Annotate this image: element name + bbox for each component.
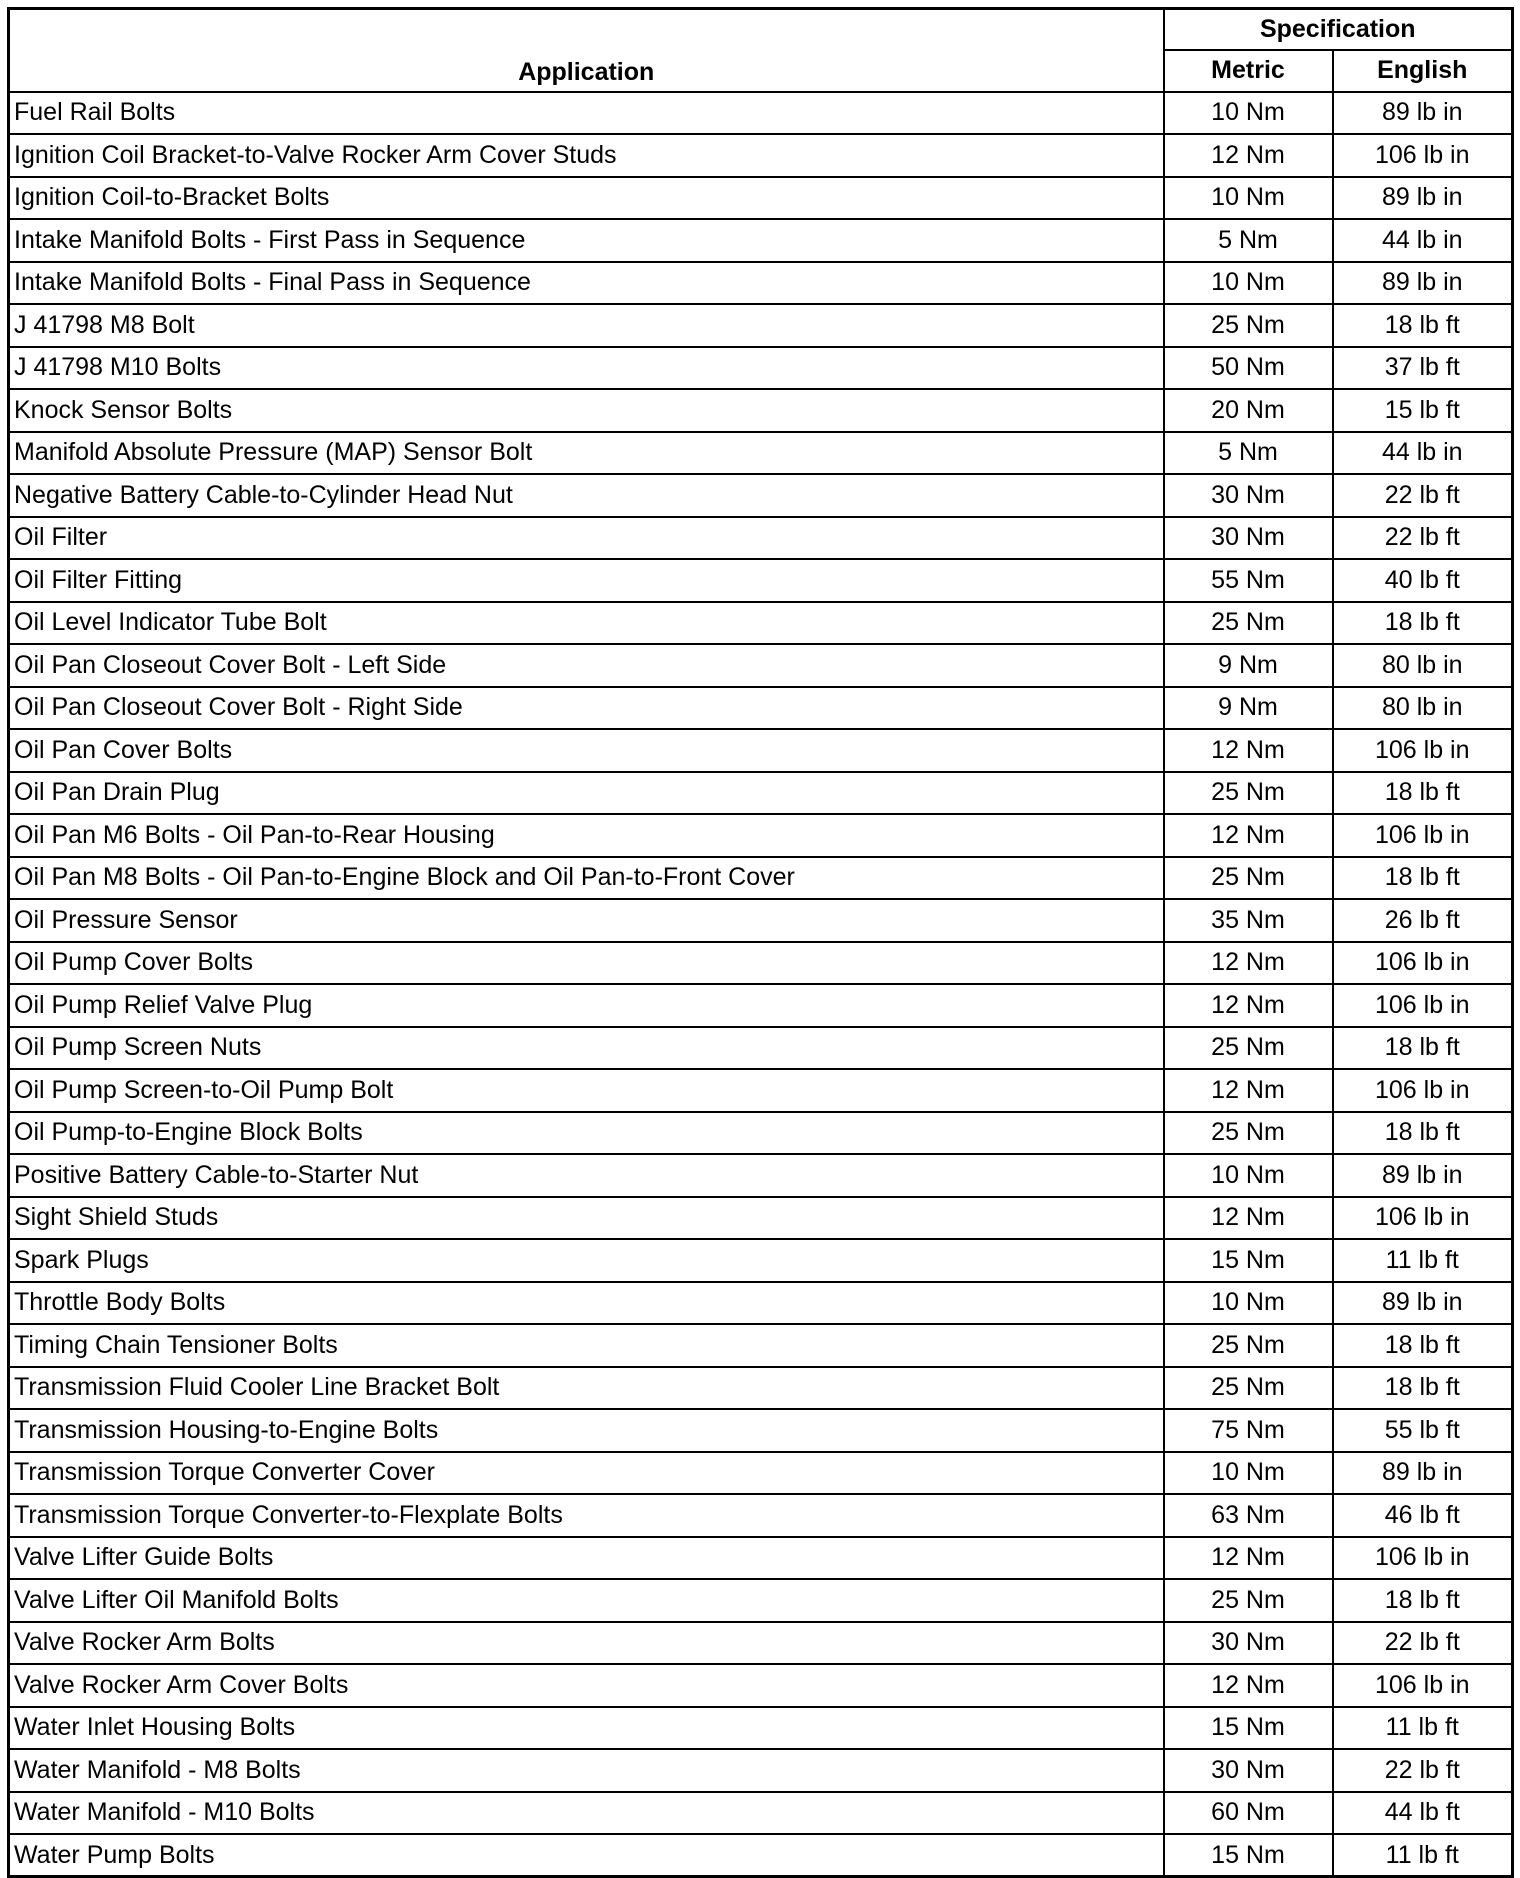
column-header-english: English [1333,50,1513,92]
metric-cell: 55 Nm [1164,559,1333,602]
metric-cell: 10 Nm [1164,1154,1333,1197]
table-row [9,1367,1513,1410]
application-cell: Oil Pan Drain Plug [9,772,1164,815]
application-cell: Oil Pan Closeout Cover Bolt - Right Side [9,687,1164,730]
table-row [9,602,1513,645]
table-row [9,1027,1513,1070]
table-row [9,1069,1513,1112]
metric-cell: 12 Nm [1164,942,1333,985]
metric-cell: 12 Nm [1164,1197,1333,1240]
metric-cell: 25 Nm [1164,1112,1333,1155]
application-cell: Valve Rocker Arm Bolts [9,1622,1164,1665]
english-cell: 37 lb ft [1333,347,1513,390]
metric-cell: 15 Nm [1164,1834,1333,1877]
metric-cell: 20 Nm [1164,389,1333,432]
table-row [9,219,1513,262]
table-row [9,942,1513,985]
application-cell: Ignition Coil Bracket-to-Valve Rocker Arm Cover Studs [9,134,1164,177]
english-cell: 89 lb in [1333,92,1513,135]
english-cell: 22 lb ft [1333,1622,1513,1665]
metric-cell: 25 Nm [1164,772,1333,815]
english-cell: 18 lb ft [1333,1112,1513,1155]
english-cell: 44 lb ft [1333,1792,1513,1835]
application-cell: Oil Pump Screen Nuts [9,1027,1164,1070]
english-cell: 89 lb in [1333,1282,1513,1325]
english-cell: 18 lb ft [1333,1027,1513,1070]
metric-cell: 10 Nm [1164,262,1333,305]
application-cell: Water Pump Bolts [9,1834,1164,1877]
application-cell: Intake Manifold Bolts - First Pass in Sequence [9,219,1164,262]
application-cell: Oil Pan Closeout Cover Bolt - Left Side [9,644,1164,687]
table-row [9,1707,1513,1750]
table-row [9,899,1513,942]
application-cell: Oil Pump Relief Valve Plug [9,984,1164,1027]
table-row [9,814,1513,857]
column-header-metric: Metric [1164,50,1333,92]
application-cell: Fuel Rail Bolts [9,92,1164,135]
metric-cell: 12 Nm [1164,729,1333,772]
table-row [9,389,1513,432]
metric-cell: 75 Nm [1164,1409,1333,1452]
table-row [9,1579,1513,1622]
table-row [9,1197,1513,1240]
application-cell: Oil Pump Screen-to-Oil Pump Bolt [9,1069,1164,1112]
application-cell: Manifold Absolute Pressure (MAP) Sensor Bolt [9,432,1164,475]
metric-cell: 9 Nm [1164,644,1333,687]
application-cell: Knock Sensor Bolts [9,389,1164,432]
table-row [9,347,1513,390]
english-cell: 44 lb in [1333,219,1513,262]
application-cell: Spark Plugs [9,1239,1164,1282]
table-row [9,1154,1513,1197]
table-row [9,1792,1513,1835]
table-row [9,1664,1513,1707]
english-cell: 106 lb in [1333,134,1513,177]
english-cell: 106 lb in [1333,942,1513,985]
table-row [9,772,1513,815]
application-cell: Intake Manifold Bolts - Final Pass in Sequence [9,262,1164,305]
english-cell: 46 lb ft [1333,1494,1513,1537]
english-cell: 44 lb in [1333,432,1513,475]
table-row [9,262,1513,305]
table-row [9,1494,1513,1537]
metric-cell: 25 Nm [1164,1027,1333,1070]
header-row-top [9,9,1513,50]
application-cell: Oil Pan M6 Bolts - Oil Pan-to-Rear Housing [9,814,1164,857]
english-cell: 18 lb ft [1333,1367,1513,1410]
english-cell: 22 lb ft [1333,517,1513,560]
table-row [9,687,1513,730]
application-cell: Oil Filter Fitting [9,559,1164,602]
english-cell: 89 lb in [1333,1154,1513,1197]
metric-cell: 12 Nm [1164,984,1333,1027]
english-cell: 18 lb ft [1333,1324,1513,1367]
english-cell: 18 lb ft [1333,602,1513,645]
metric-cell: 30 Nm [1164,1622,1333,1665]
english-cell: 18 lb ft [1333,1579,1513,1622]
metric-cell: 63 Nm [1164,1494,1333,1537]
english-cell: 26 lb ft [1333,899,1513,942]
table-body [9,92,1513,1877]
metric-cell: 12 Nm [1164,814,1333,857]
english-cell: 106 lb in [1333,1069,1513,1112]
metric-cell: 10 Nm [1164,177,1333,220]
metric-cell: 25 Nm [1164,1367,1333,1410]
table-row [9,1112,1513,1155]
english-cell: 106 lb in [1333,984,1513,1027]
table-row [9,857,1513,900]
application-cell: Transmission Fluid Cooler Line Bracket Bolt [9,1367,1164,1410]
metric-cell: 25 Nm [1164,602,1333,645]
english-cell: 106 lb in [1333,814,1513,857]
application-cell: J 41798 M8 Bolt [9,304,1164,347]
table-row [9,984,1513,1027]
application-cell: Oil Pump-to-Engine Block Bolts [9,1112,1164,1155]
metric-cell: 12 Nm [1164,1664,1333,1707]
table-header [9,9,1513,92]
table-row [9,304,1513,347]
metric-cell: 10 Nm [1164,1452,1333,1495]
english-cell: 89 lb in [1333,177,1513,220]
english-cell: 80 lb in [1333,644,1513,687]
application-cell: Transmission Housing-to-Engine Bolts [9,1409,1164,1452]
table-row [9,1749,1513,1792]
english-cell: 11 lb ft [1333,1834,1513,1877]
metric-cell: 25 Nm [1164,1579,1333,1622]
metric-cell: 30 Nm [1164,517,1333,560]
application-cell: Water Inlet Housing Bolts [9,1707,1164,1750]
english-cell: 106 lb in [1333,1537,1513,1580]
application-cell: Transmission Torque Converter Cover [9,1452,1164,1495]
metric-cell: 25 Nm [1164,857,1333,900]
application-cell: Ignition Coil-to-Bracket Bolts [9,177,1164,220]
column-header-specification: Specification [1164,9,1513,50]
application-cell: Oil Pump Cover Bolts [9,942,1164,985]
table-row [9,1452,1513,1495]
application-cell: Valve Rocker Arm Cover Bolts [9,1664,1164,1707]
application-cell: Valve Lifter Oil Manifold Bolts [9,1579,1164,1622]
metric-cell: 50 Nm [1164,347,1333,390]
metric-cell: 60 Nm [1164,1792,1333,1835]
table-row [9,1282,1513,1325]
english-cell: 18 lb ft [1333,772,1513,815]
english-cell: 22 lb ft [1333,1749,1513,1792]
metric-cell: 12 Nm [1164,1537,1333,1580]
english-cell: 40 lb ft [1333,559,1513,602]
table-row [9,134,1513,177]
application-cell: Throttle Body Bolts [9,1282,1164,1325]
application-cell: Positive Battery Cable-to-Starter Nut [9,1154,1164,1197]
metric-cell: 15 Nm [1164,1707,1333,1750]
table-row [9,517,1513,560]
english-cell: 89 lb in [1333,1452,1513,1495]
metric-cell: 12 Nm [1164,134,1333,177]
table-row [9,1537,1513,1580]
english-cell: 15 lb ft [1333,389,1513,432]
english-cell: 11 lb ft [1333,1239,1513,1282]
application-cell: Negative Battery Cable-to-Cylinder Head Nut [9,474,1164,517]
metric-cell: 25 Nm [1164,1324,1333,1367]
english-cell: 22 lb ft [1333,474,1513,517]
metric-cell: 30 Nm [1164,1749,1333,1792]
table-row [9,1622,1513,1665]
application-cell: Oil Level Indicator Tube Bolt [9,602,1164,645]
table-row [9,729,1513,772]
table-row [9,1834,1513,1877]
application-cell: J 41798 M10 Bolts [9,347,1164,390]
application-cell: Water Manifold - M8 Bolts [9,1749,1164,1792]
application-cell: Water Manifold - M10 Bolts [9,1792,1164,1835]
english-cell: 18 lb ft [1333,857,1513,900]
application-cell: Valve Lifter Guide Bolts [9,1537,1164,1580]
english-cell: 11 lb ft [1333,1707,1513,1750]
table-row [9,1239,1513,1282]
metric-cell: 9 Nm [1164,687,1333,730]
application-cell: Oil Pressure Sensor [9,899,1164,942]
table-row [9,1324,1513,1367]
english-cell: 106 lb in [1333,729,1513,772]
application-cell: Transmission Torque Converter-to-Flexplate Bolts [9,1494,1164,1537]
metric-cell: 15 Nm [1164,1239,1333,1282]
english-cell: 18 lb ft [1333,304,1513,347]
torque-spec-table [7,7,1514,1878]
application-cell: Oil Pan M8 Bolts - Oil Pan-to-Engine Block and Oil Pan-to-Front Cover [9,857,1164,900]
column-header-application: Application [9,9,1164,92]
metric-cell: 5 Nm [1164,219,1333,262]
table-row [9,92,1513,135]
table-row [9,559,1513,602]
english-cell: 80 lb in [1333,687,1513,730]
english-cell: 106 lb in [1333,1197,1513,1240]
metric-cell: 25 Nm [1164,304,1333,347]
metric-cell: 5 Nm [1164,432,1333,475]
application-cell: Sight Shield Studs [9,1197,1164,1240]
table-row [9,474,1513,517]
application-cell: Oil Pan Cover Bolts [9,729,1164,772]
metric-cell: 10 Nm [1164,1282,1333,1325]
english-cell: 89 lb in [1333,262,1513,305]
metric-cell: 12 Nm [1164,1069,1333,1112]
table-row [9,644,1513,687]
english-cell: 55 lb ft [1333,1409,1513,1452]
english-cell: 106 lb in [1333,1664,1513,1707]
metric-cell: 10 Nm [1164,92,1333,135]
table-row [9,432,1513,475]
metric-cell: 30 Nm [1164,474,1333,517]
metric-cell: 35 Nm [1164,899,1333,942]
table-row [9,177,1513,220]
table-row [9,1409,1513,1452]
application-cell: Timing Chain Tensioner Bolts [9,1324,1164,1367]
application-cell: Oil Filter [9,517,1164,560]
